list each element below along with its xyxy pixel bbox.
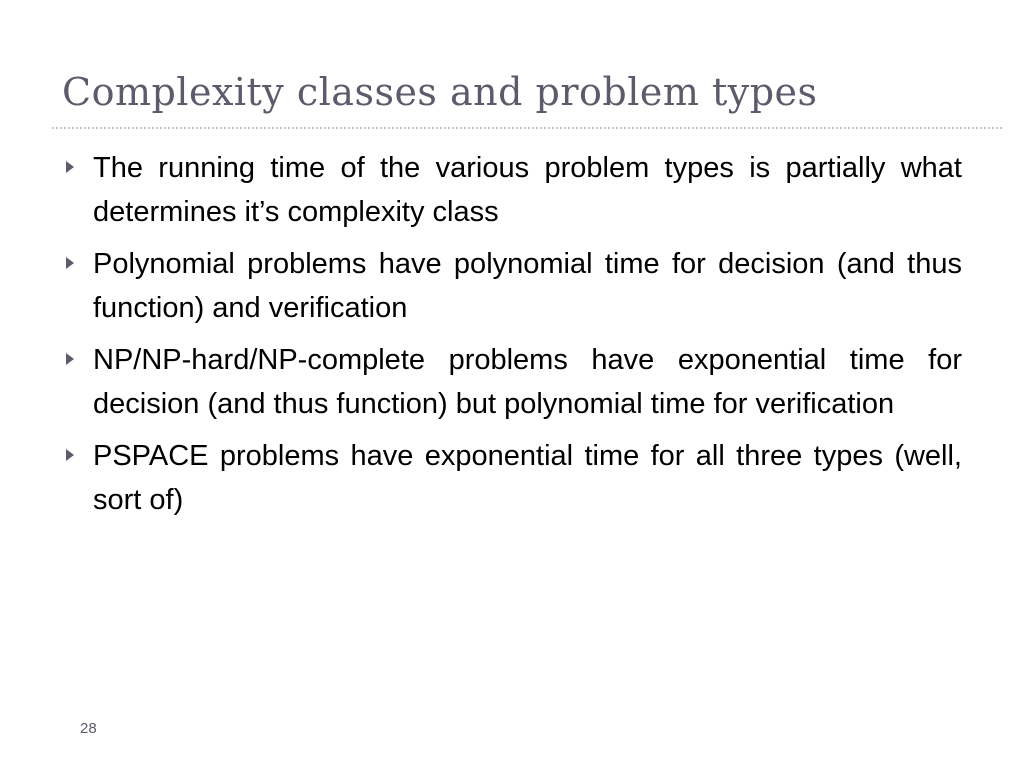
triangle-bullet-icon xyxy=(66,449,74,461)
triangle-bullet-icon xyxy=(66,257,74,269)
bullet-item xyxy=(62,146,962,234)
slide-title: Complexity classes and problem types xyxy=(62,70,818,114)
bullet-list xyxy=(62,146,962,530)
bullet-text: PSPACE problems have exponential time for all three types (well, sort of) xyxy=(93,440,962,516)
bullet-text: NP/NP-hard/NP-complete problems have exponential time for decision (and thus function) but polynomial time for verification xyxy=(93,344,962,420)
title-divider xyxy=(52,127,1002,129)
bullet-item xyxy=(62,242,962,330)
triangle-bullet-icon xyxy=(66,161,74,173)
page-number: 28 xyxy=(80,720,97,737)
bullet-text: Polynomial problems have polynomial time for decision (and thus function) and verification xyxy=(93,248,962,324)
bullet-item xyxy=(62,434,962,522)
bullet-item xyxy=(62,338,962,426)
bullet-text: The running time of the various problem types is partially what determines it’s complexity class xyxy=(93,152,962,228)
triangle-bullet-icon xyxy=(66,353,74,365)
